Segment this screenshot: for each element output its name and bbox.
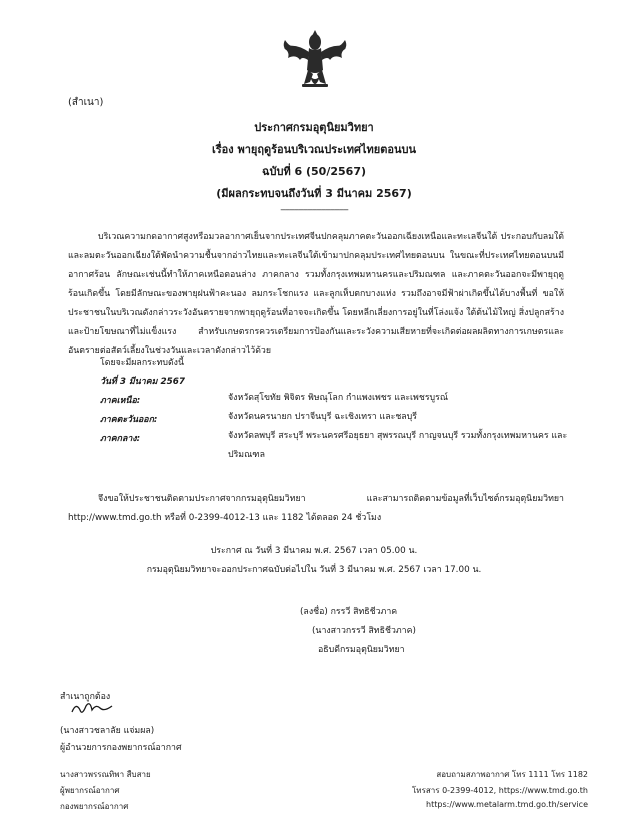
region-label-east: ภาคตะวันออก:: [100, 415, 158, 425]
copy-label: (สำเนา): [68, 97, 104, 108]
contact-paragraph: จึงขอให้ประชาชนติดตามประกาศจากกรมอุตุนิยมวิทยา และสามารถติดตามข้อมูลที่เว็บไซต์กรมอุตุนิยมวิทยา http://www.tmd.go.th หรือที่ 0-2399-4012-13 และ 1182 ได้ตลอด 24 ชั่วโมง: [68, 494, 564, 523]
body-paragraph: บริเวณความกดอากาศสูงหรือมวลอากาศเย็นจากประเทศจีนปกคลุมภาคตะวันออกเฉียงเหนือและทะเลจีนใต้ ประกอบกับลมใต้และลมตะวันออกเฉียงใต้พัดนำความชื้นจากอ่าวไทยและทะเลจีนใต้เข้ามาปกคลุมประเทศไทยตอนบน ในขณะที่ประเทศไทยตอนบนมีอากาศร้อน ลักษณะเช่นนี้ทำให้ภาคเหนือตอนล่าง ภาคกลาง รวมทั้งกรุงเทพมหานครและปริมณฑล และภาคตะวันออกจะมีพายุฤดูร้อนเกิดขึ้น โดยมีลักษณะของพายุฝนฟ้าคะนอง ลมกระโชกแรง และลูกเห็บตกบางแห่ง รวมถึงอาจมีฟ้าผ่าเกิดขึ้นได้บางพื้นที่ ขอให้ประชาชนในบริเวณดังกล่าวระวังอันตรายจากพายุฤดูร้อนที่อาจจะเกิดขึ้น โดยหลีกเลี่ยงการอยู่ในที่โล่งแจ้ง ใต้ต้นไม้ใหญ่ สิ่งปลูกสร้างและป้ายโฆษณาที่ไม่แข็งแรง สำหรับเกษตรกรควรเตรียมการป้องกันและระวังความเสียหายที่จะเกิดต่อผลผลิตทางการเกษตรและอันตรายต่อสัตว์เลี้ยงในช่วงวันและเวลาดังกล่าวไว้ด้วย: [68, 232, 564, 356]
footer-service-link[interactable]: https://www.metalarm.tmd.go.th/service: [426, 800, 588, 809]
region-provinces-east: จังหวัดนครนายก ปราจีนบุรี ฉะเชิงเทรา และชลบุรี: [228, 412, 417, 422]
region-label-central: ภาคกลาง:: [100, 434, 141, 444]
separator-line: ------------------------------: [280, 205, 348, 215]
footer-fax-website[interactable]: โทรสาร 0-2399-4012, https://www.tmd.go.th: [412, 786, 588, 795]
garuda-emblem-icon: [280, 26, 350, 96]
certify-label: สำเนาถูกต้อง: [60, 692, 111, 702]
handwritten-signature-icon: [70, 700, 114, 718]
certify-name: (นางสาวชลาลัย แจ่มผล): [60, 726, 155, 736]
footer-staff-role: ผู้พยากรณ์อากาศ: [60, 786, 120, 795]
footer-division: กองพยากรณ์อากาศ: [60, 802, 129, 811]
announce-time: ประกาศ ณ วันที่ 3 มีนาคม พ.ศ. 2567 เวลา 05.00 น.: [210, 546, 418, 556]
announcement-title: ประกาศกรมอุตุนิยมวิทยา: [254, 121, 374, 134]
signature-position: อธิบดีกรมอุตุนิยมวิทยา: [318, 645, 405, 655]
footer-contact-phone: สอบถามสภาพอากาศ โทร 1111 โทร 1182: [436, 770, 588, 779]
subject-title: เรื่อง พายุฤดูร้อนบริเวณประเทศไทยตอนบน: [211, 143, 416, 156]
signature-signed: (ลงชื่อ) กรรวี สิทธิชีวภาค: [300, 607, 398, 617]
certify-position: ผู้อำนวยการกองพยากรณ์อากาศ: [60, 743, 182, 753]
affected-intro: โดยจะมีผลกระทบดังนี้: [100, 358, 184, 368]
footer-staff-name: นางสาวพรรณทิพา สืบสาย: [60, 770, 151, 779]
next-announce: กรมอุตุนิยมวิทยาจะออกประกาศฉบับต่อไปใน วันที่ 3 มีนาคม พ.ศ. 2567 เวลา 17.00 น.: [146, 565, 482, 575]
effective-date: (มีผลกระทบจนถึงวันที่ 3 มีนาคม 2567): [216, 187, 412, 200]
region-provinces-north: จังหวัดสุโขทัย พิจิตร พิษณุโลก กำแพงเพชร และเพชรบูรณ์: [228, 393, 449, 403]
affected-date: วันที่ 3 มีนาคม 2567: [100, 377, 185, 387]
signature-name: (นางสาวกรรวี สิทธิชีวภาค): [312, 626, 416, 636]
issue-number: ฉบับที่ 6 (50/2567): [261, 165, 367, 178]
region-label-north: ภาคเหนือ:: [100, 396, 141, 406]
region-provinces-central: จังหวัดลพบุรี สระบุรี พระนครศรีอยุธยา สุพรรณบุรี กาญจนบุรี รวมทั้งกรุงเทพมหานคร และปริมณฑล: [228, 431, 568, 460]
